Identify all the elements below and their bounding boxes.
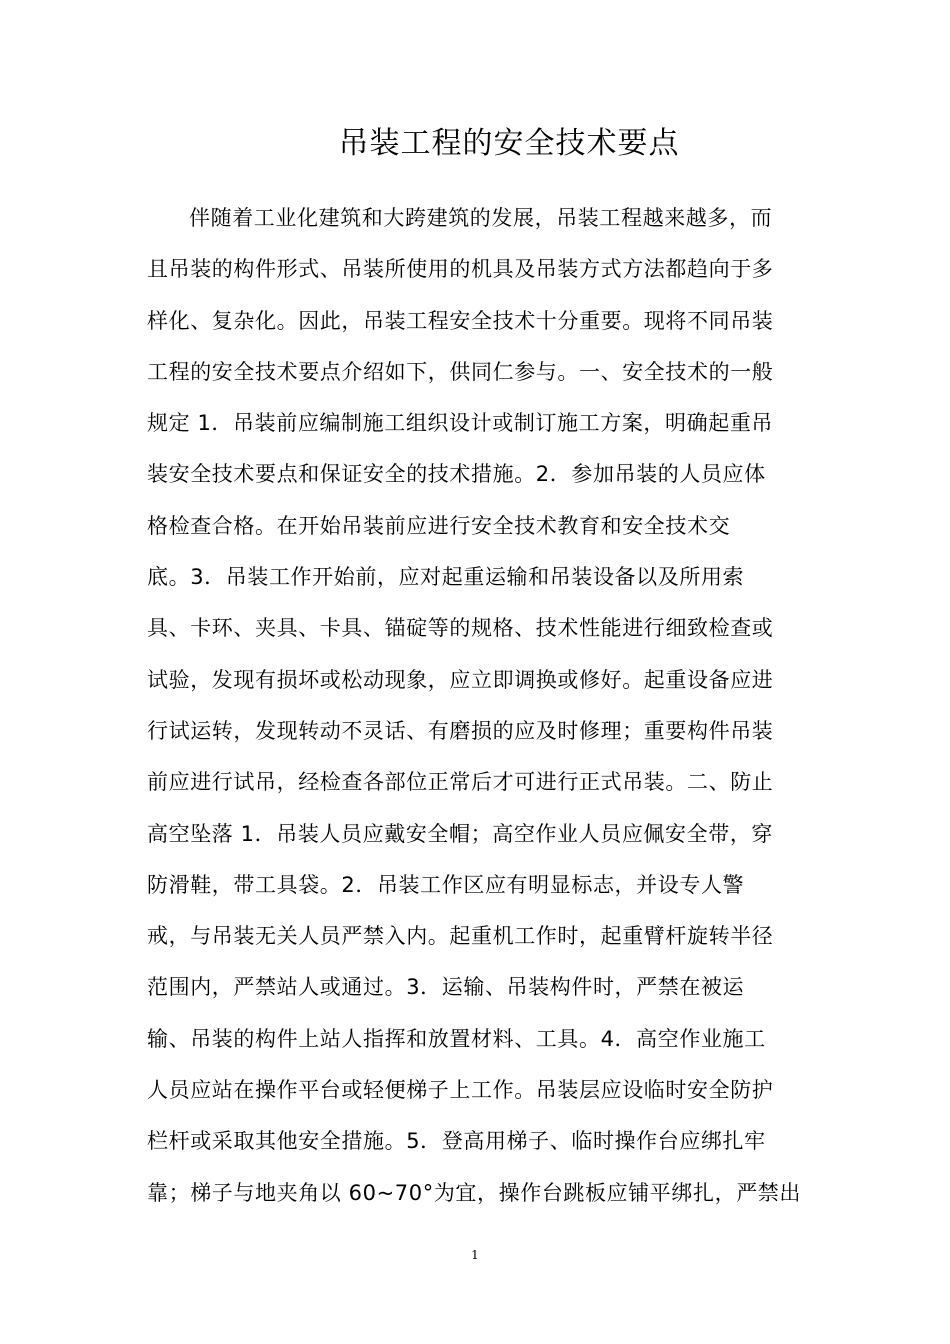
body-line-2: 且吊装的构件形式、吊装所使用的机具及吊装方式方法都趋向于多: [147, 257, 774, 282]
body-line-18: 人员应站在操作平台或轻便梯子上工作。吊装层应设临时安全防护: [147, 1078, 774, 1103]
body-line-12: 前应进行试吊，经检查各部位正常后才可进行正式吊装。二、防止: [147, 770, 774, 795]
body-line-9: 具、卡环、夹具、卡具、锚碇等的规格、技术性能进行细致检查或: [147, 616, 774, 641]
body-line-20: 靠；梯子与地夹角以 60~70°为宜，操作台跳板应铺平绑扎，严禁出: [147, 1180, 802, 1205]
body-line-3: 样化、复杂化。因此，吊装工程安全技术十分重要。现将不同吊装: [147, 308, 774, 333]
body-line-15: 戒，与吊装无关人员严禁入内。起重机工作时，起重臂杆旋转半径: [147, 924, 774, 949]
document-body: [147, 193, 807, 1219]
body-line-4: 工程的安全技术要点介绍如下，供同仁参与。一、安全技术的一般: [147, 359, 774, 384]
body-line-7: 格检查合格。在开始吊装前应进行安全技术教育和安全技术交: [147, 513, 731, 538]
body-line-5: 规定 1．吊装前应编制施工组织设计或制订施工方案，明确起重吊: [147, 411, 774, 436]
body-line-13: 高空坠落 1．吊装人员应戴安全帽；高空作业人员应佩安全带，穿: [147, 821, 774, 846]
body-line-14: 防滑鞋，带工具袋。2．吊装工作区应有明显标志，并设专人警: [147, 872, 745, 897]
body-line-19: 栏杆或采取其他安全措施。5．登高用梯子、临时操作台应绑扎牢: [147, 1129, 766, 1154]
document-title: 吊装工程的安全技术要点: [338, 126, 680, 161]
page-number: 1: [471, 1248, 479, 1262]
body-line-16: 范围内，严禁站人或通过。3．运输、吊装构件时，严禁在被运: [147, 975, 745, 1000]
body-line-10: 试验，发现有损坏或松动现象，应立即调换或修好。起重设备应进: [147, 667, 774, 692]
body-line-1: 伴随着工业化建筑和大跨建筑的发展，吊装工程越来越多，而: [189, 206, 773, 230]
body-line-11: 行试运转，发现转动不灵话、有磨损的应及时修理；重要构件吊装: [147, 718, 774, 743]
body-line-6: 装安全技术要点和保证安全的技术措施。2．参加吊装的人员应体: [147, 462, 766, 487]
body-line-8: 底。3．吊装工作开始前，应对起重运输和吊装设备以及所用索: [147, 565, 745, 590]
body-line-17: 输、吊装的构件上站人指挥和放置材料、工具。4．高空作业施工: [147, 1026, 766, 1051]
